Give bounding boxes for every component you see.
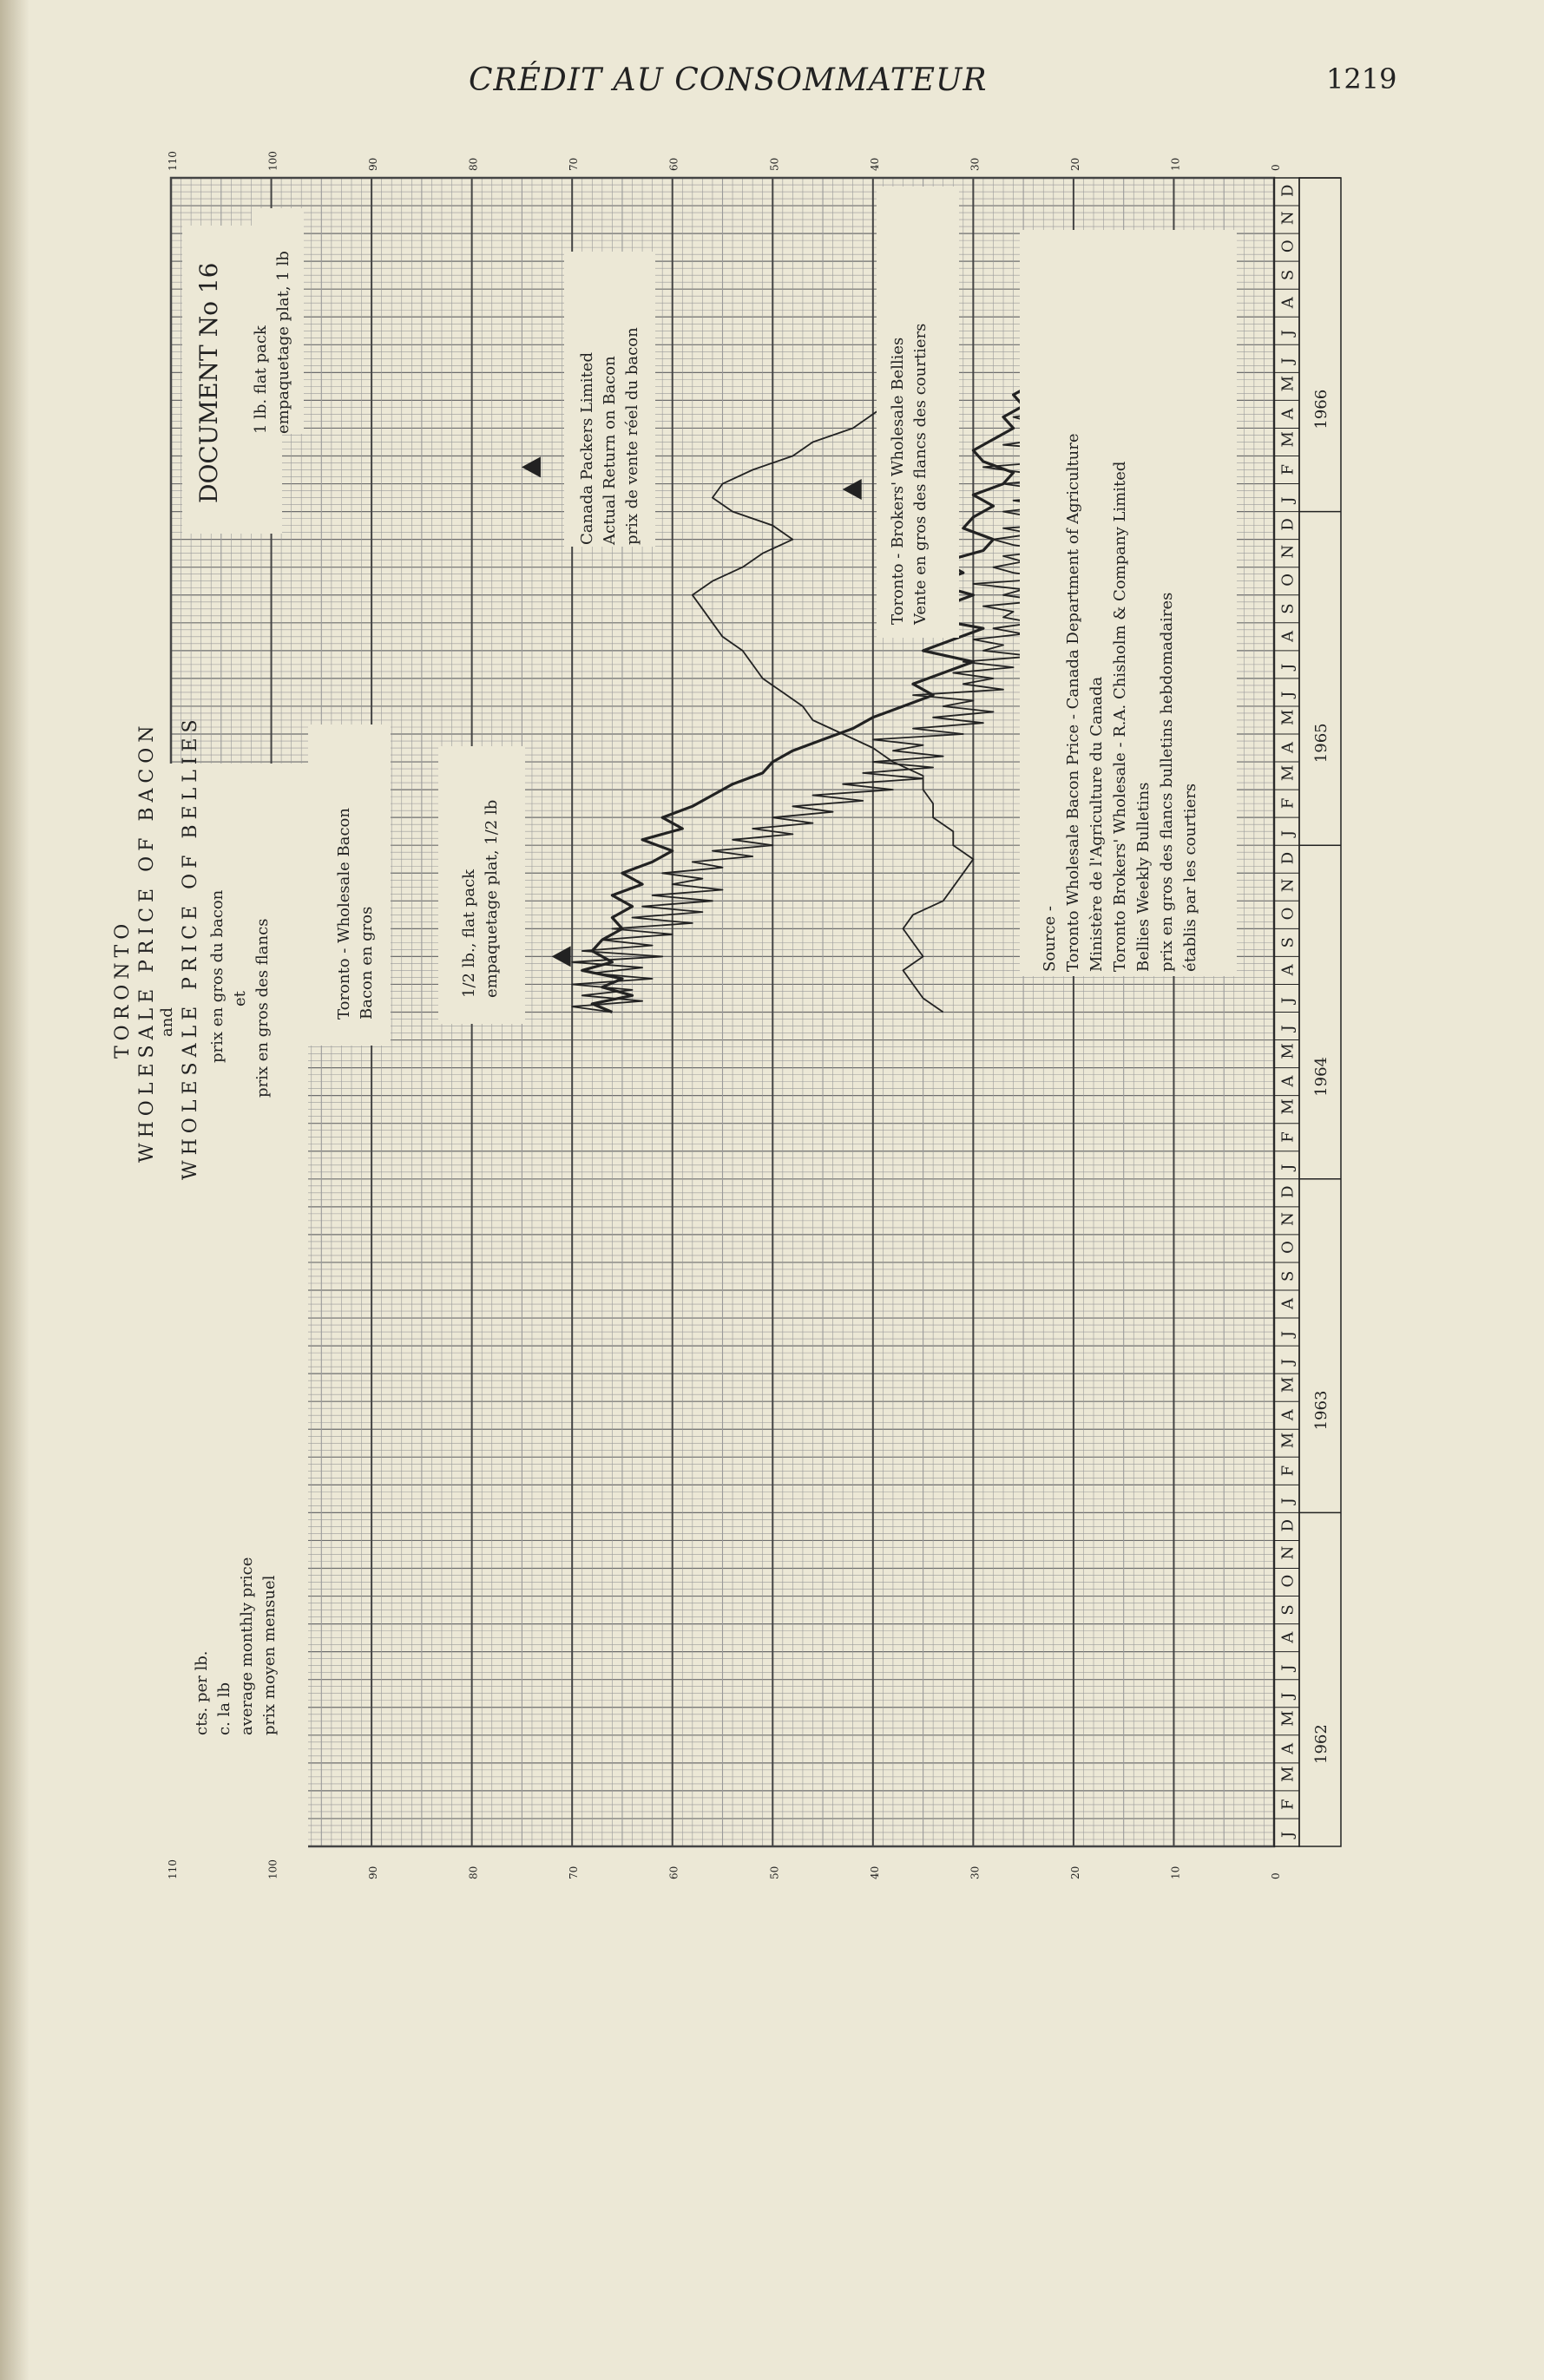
month-label: O: [1278, 1241, 1298, 1254]
month-label: O: [1278, 573, 1298, 587]
month-label: O: [1278, 907, 1298, 921]
label-canada-packers: Canada Packers Limited: [578, 352, 596, 545]
source-line: Source -: [1041, 906, 1059, 972]
month-label: N: [1278, 878, 1298, 893]
year-label: 1966: [1312, 389, 1330, 429]
month-label: J: [1278, 829, 1298, 837]
y-tick-label-top: 80: [467, 157, 480, 171]
chart-title-bellies: WHOLESALE PRICE OF BELLIES: [180, 714, 201, 1180]
chart-title-bacon: WHOLESALE PRICE OF BACON: [136, 720, 158, 1163]
month-label: J: [1278, 1664, 1298, 1671]
chart-title-toronto: TORONTO: [112, 918, 134, 1059]
marker-bellies: [843, 479, 862, 500]
month-label: O: [1278, 239, 1298, 253]
page-number: 1219: [1326, 62, 1397, 95]
month-label: D: [1278, 518, 1298, 531]
month-label: D: [1278, 1518, 1298, 1532]
month-label: F: [1278, 1465, 1298, 1477]
month-label: J: [1278, 1498, 1298, 1505]
y-tick-label-bottom: 80: [467, 1865, 480, 1879]
running-header-title: CRÉDIT AU CONSOMMATEUR: [469, 62, 988, 98]
month-label: A: [1278, 1075, 1298, 1087]
month-label: F: [1278, 797, 1298, 810]
chart-title-fr-line: prix en gros du bacon: [208, 889, 227, 1063]
y-tick-label-bottom: 50: [768, 1865, 781, 1879]
y-axis-label-line: prix moyen mensuel: [260, 1575, 279, 1735]
y-tick-label-bottom: 10: [1169, 1865, 1182, 1879]
y-tick-label-top: 30: [969, 157, 982, 171]
month-label: N: [1278, 544, 1298, 559]
month-label: M: [1278, 1098, 1298, 1115]
month-label: J: [1278, 1692, 1298, 1699]
y-tick-label-top: 40: [868, 157, 881, 171]
marker-canada-packers: [522, 456, 541, 477]
box-half-lb: [438, 746, 525, 1024]
y-tick-label-top: 60: [667, 157, 680, 171]
chart-title-and: and: [158, 1007, 176, 1037]
month-label: M: [1278, 1432, 1298, 1449]
label-flat-1lb: 1 lb. flat pack: [252, 325, 270, 434]
label-canada-packers: prix de vente réel du bacon: [623, 327, 641, 545]
y-tick-label-bottom: 110: [167, 1859, 179, 1879]
month-label: S: [1278, 937, 1298, 948]
month-label: M: [1278, 1043, 1298, 1059]
month-label: A: [1278, 630, 1298, 642]
month-label: M: [1278, 1376, 1298, 1393]
month-label: N: [1278, 211, 1298, 226]
document-label: DOCUMENT No 16: [194, 262, 223, 503]
label-flat-1lb: empaquetage plat, 1 lb: [274, 251, 292, 434]
month-label: F: [1278, 1799, 1298, 1810]
month-label: A: [1278, 1409, 1298, 1421]
y-axis-label-line: c. la lb: [215, 1682, 233, 1735]
y-tick-label-top: 70: [568, 157, 581, 171]
y-tick-label-top: 50: [768, 157, 781, 171]
y-tick-label-bottom: 30: [969, 1865, 982, 1879]
month-label: D: [1278, 184, 1298, 198]
month-label: A: [1278, 742, 1298, 754]
month-label: A: [1278, 1742, 1298, 1754]
month-label: N: [1278, 1212, 1298, 1226]
y-tick-label-top: 20: [1068, 157, 1081, 171]
month-label: M: [1278, 764, 1298, 782]
y-tick-label-bottom: 70: [568, 1865, 581, 1879]
month-label: J: [1278, 1831, 1298, 1838]
month-label: A: [1278, 964, 1298, 976]
month-label: D: [1278, 1185, 1298, 1198]
month-label: M: [1278, 709, 1298, 725]
month-label: D: [1278, 851, 1298, 865]
month-label: F: [1278, 1131, 1298, 1143]
y-tick-label-top: 0: [1270, 164, 1282, 171]
month-label: A: [1278, 408, 1298, 420]
year-label: 1964: [1312, 1056, 1330, 1097]
source-line: Bellies Weekly Bulletins: [1134, 782, 1153, 972]
month-label: J: [1278, 663, 1298, 670]
month-label: A: [1278, 1298, 1298, 1310]
month-axis: [1274, 178, 1341, 1846]
y-tick-label-bottom: 20: [1068, 1865, 1081, 1879]
month-label: A: [1278, 1631, 1298, 1643]
label-canada-packers: Actual Return on Bacon: [601, 356, 619, 545]
y-tick-label-top: 100: [266, 151, 279, 171]
month-label: S: [1278, 603, 1298, 614]
y-tick-label-bottom: 100: [266, 1859, 279, 1879]
y-tick-label-top: 90: [367, 157, 380, 171]
month-label: J: [1278, 330, 1298, 337]
y-axis-label-line: cts. per lb.: [193, 1650, 211, 1735]
y-tick-label-bottom: 0: [1270, 1872, 1282, 1879]
month-label: N: [1278, 1545, 1298, 1560]
chart-title-fr-line: et: [231, 991, 249, 1006]
label-wholesale-bacon: Bacon en gros: [358, 906, 376, 1020]
y-tick-label-bottom: 40: [868, 1865, 881, 1879]
year-label: 1962: [1312, 1724, 1330, 1764]
source-line: Ministère de l'Agriculture du Canada: [1087, 676, 1106, 972]
source-line: établis par les courtiers: [1181, 783, 1199, 972]
marker-half-lb: [552, 946, 571, 967]
month-label: M: [1278, 431, 1298, 448]
month-label: M: [1278, 1710, 1298, 1727]
month-label: J: [1278, 691, 1298, 698]
month-label: J: [1278, 496, 1298, 503]
source-line: Toronto Brokers' Wholesale - R.A. Chisholm & Company Limited: [1111, 461, 1129, 972]
month-label: J: [1278, 357, 1298, 364]
month-label: O: [1278, 1574, 1298, 1588]
month-label: F: [1278, 464, 1298, 475]
month-label: J: [1278, 997, 1298, 1004]
chart-title-fr-line: prix en gros des flancs: [253, 918, 272, 1098]
label-bellies: Toronto - Brokers' Wholesale Bellies: [889, 337, 907, 625]
year-label: 1965: [1312, 723, 1330, 764]
month-label: J: [1278, 1358, 1298, 1366]
y-tick-label-bottom: 60: [667, 1865, 680, 1879]
month-label: J: [1278, 1025, 1298, 1032]
month-label: J: [1278, 1330, 1298, 1338]
month-label: J: [1278, 1164, 1298, 1170]
y-axis-label-line: average monthly price: [238, 1557, 256, 1735]
source-line: prix en gros des flancs bulletins hebdomadaires: [1158, 592, 1176, 972]
y-tick-label-bottom: 90: [367, 1865, 380, 1879]
source-line: Toronto Wholesale Bacon Price - Canada Department of Agriculture: [1064, 433, 1082, 972]
y-tick-label-top: 10: [1169, 157, 1182, 171]
y-tick-label-top: 110: [167, 151, 179, 171]
label-bellies: Vente en gros des flancs des courtiers: [911, 323, 930, 625]
month-label: M: [1278, 1766, 1298, 1782]
year-label: 1963: [1312, 1390, 1330, 1431]
month-label: M: [1278, 375, 1298, 392]
label-wholesale-bacon: Toronto - Wholesale Bacon: [335, 808, 353, 1020]
month-label: A: [1278, 297, 1298, 309]
label-half-lb: 1/2 lb., flat pack: [460, 869, 478, 998]
month-label: S: [1278, 1604, 1298, 1616]
label-half-lb: empaquetage plat, 1/2 lb: [483, 799, 501, 998]
month-label: S: [1278, 269, 1298, 281]
month-label: S: [1278, 1270, 1298, 1282]
